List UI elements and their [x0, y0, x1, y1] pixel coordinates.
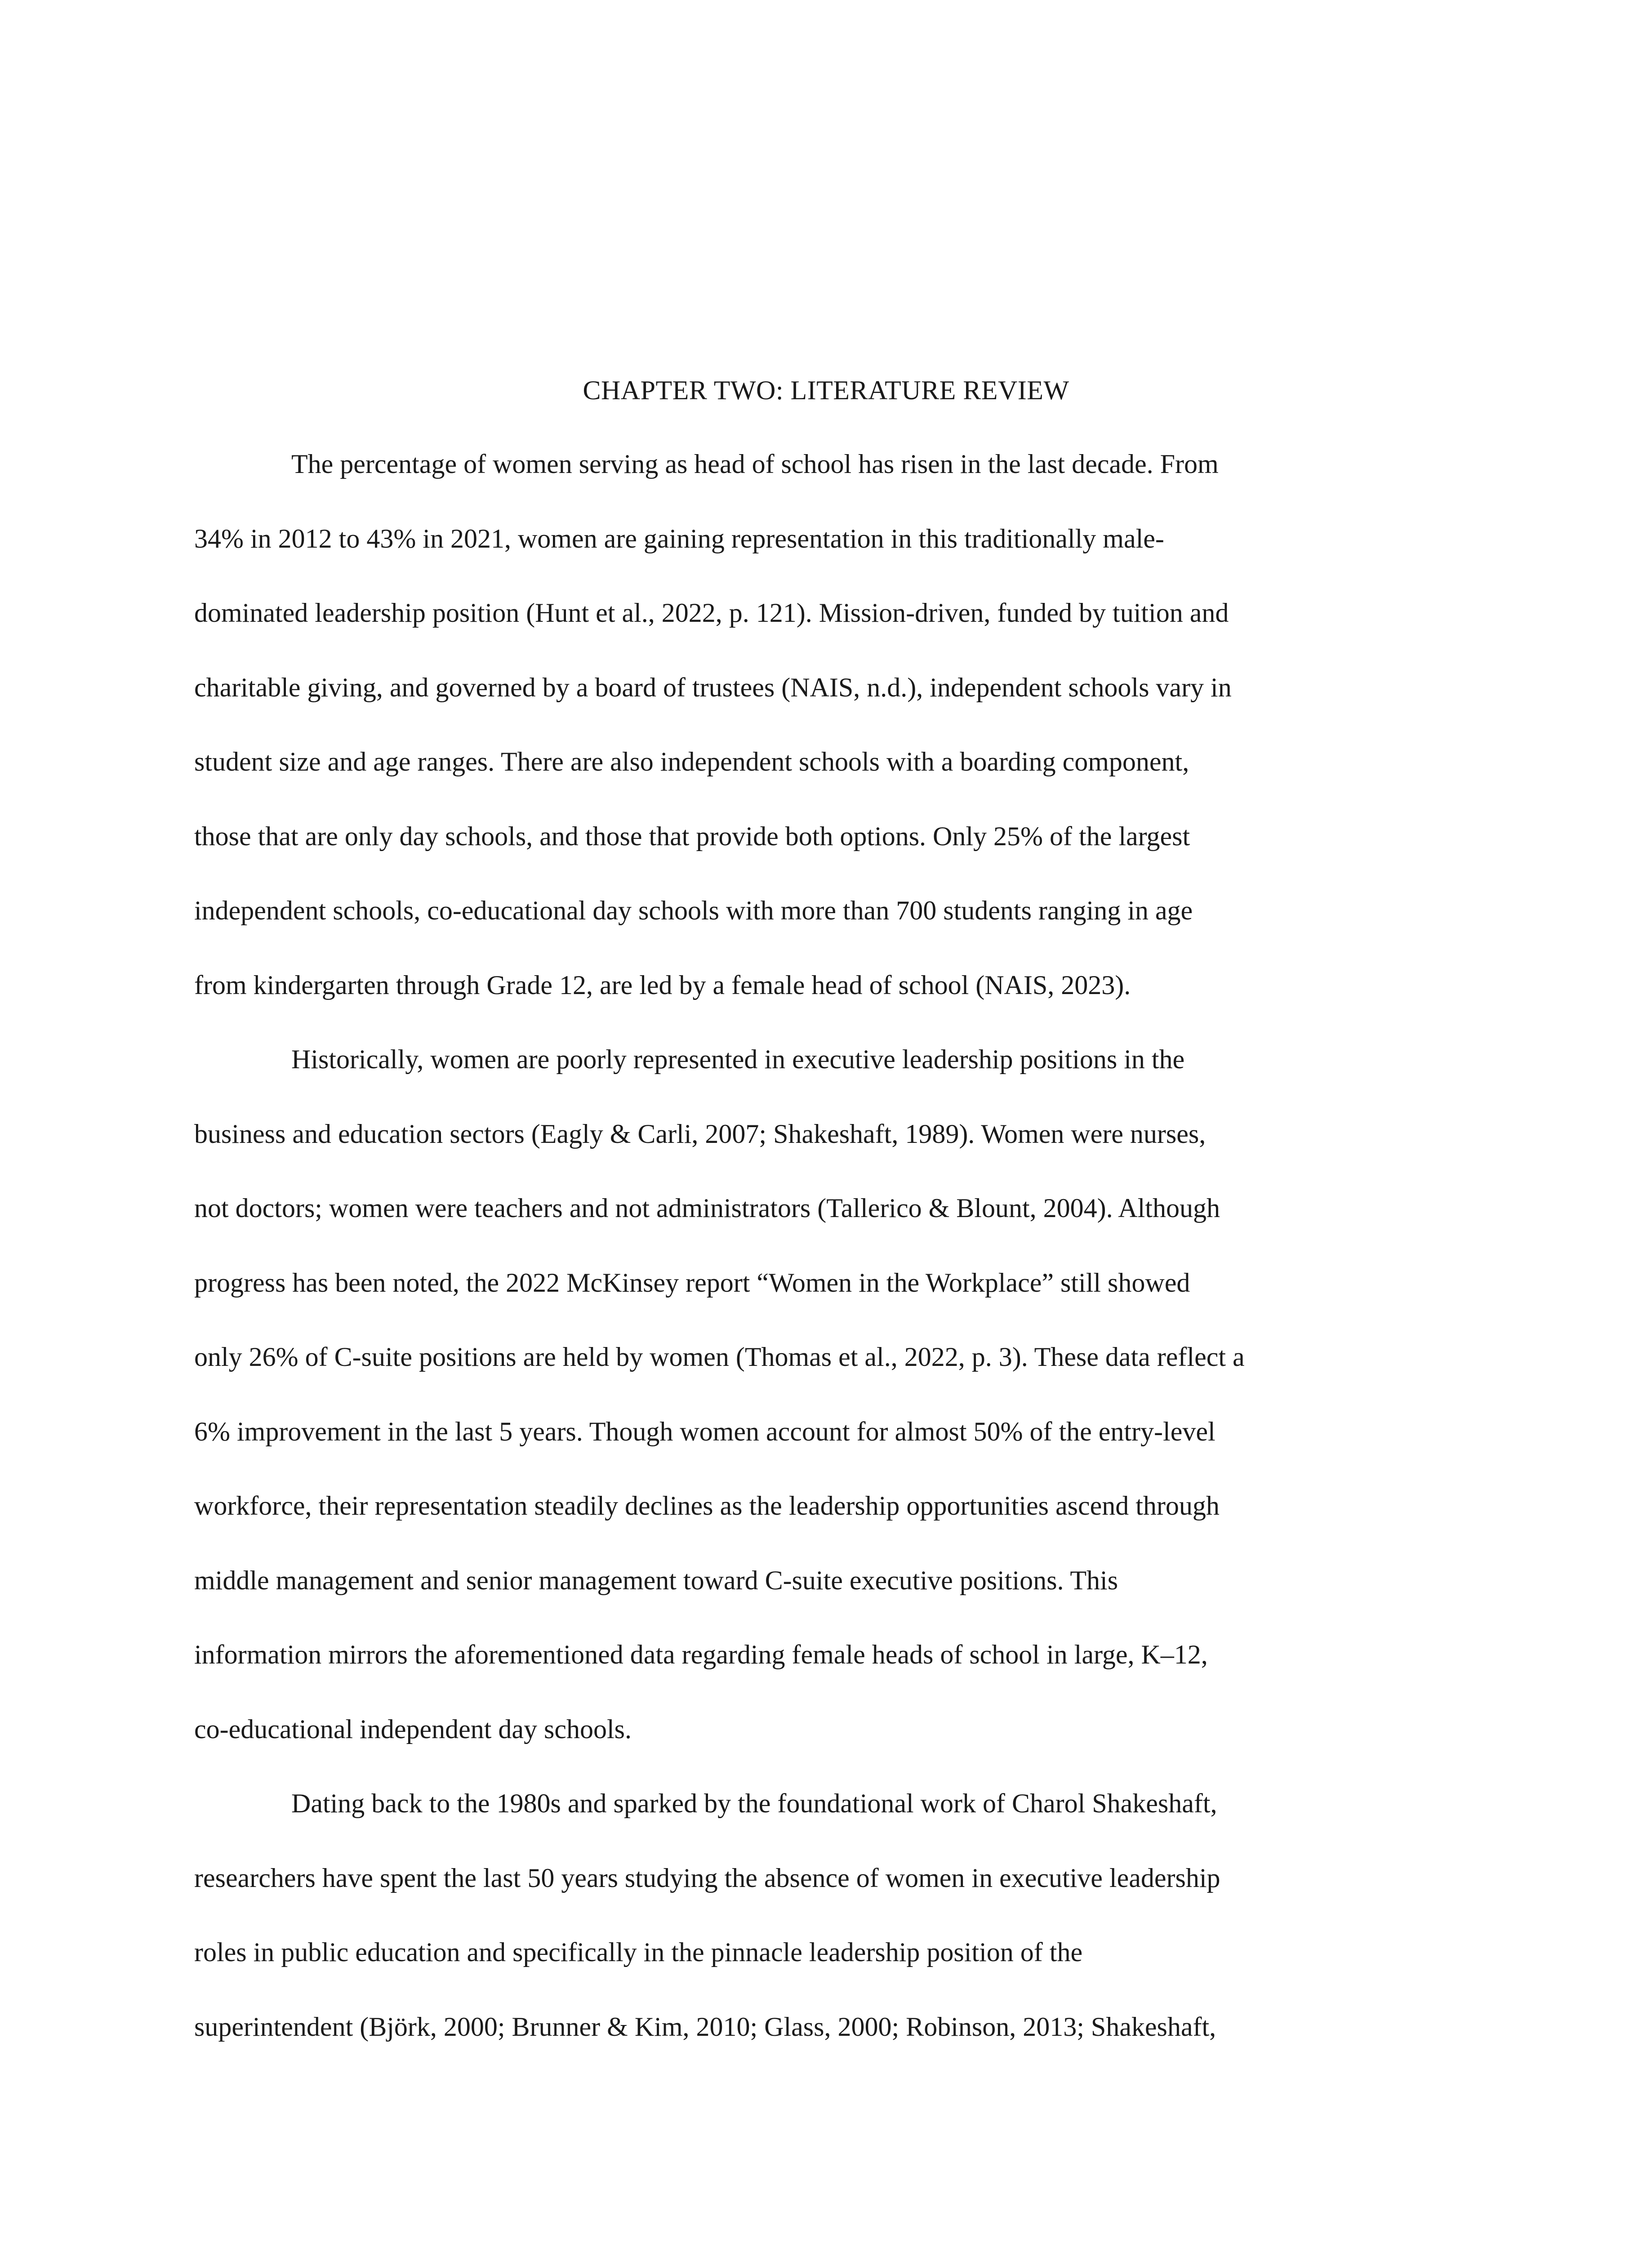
- text-line: researchers have spent the last 50 years studying the absence of women in executive leadership: [194, 1863, 1220, 1893]
- text-line: roles in public education and specifically in the pinnacle leadership position of the: [194, 1937, 1083, 1967]
- text-line: student size and age ranges. There are also independent schools with a boarding component,: [194, 747, 1189, 776]
- text-line: business and education sectors (Eagly & Carli, 2007; Shakeshaft, 1989). Women were nurses,: [194, 1119, 1206, 1149]
- text-line: information mirrors the aforementioned data regarding female heads of school in large, K–12,: [194, 1640, 1208, 1669]
- paragraph-first-line: Historically, women are poorly represented in executive leadership positions in the: [291, 1044, 1185, 1074]
- body-text: [194, 442, 1448, 2079]
- text-line: middle management and senior management toward C-suite executive positions. This: [194, 1565, 1118, 1595]
- text-line: 34% in 2012 to 43% in 2021, women are gaining representation in this traditionally male-: [194, 523, 1164, 553]
- text-line: progress has been noted, the 2022 McKinsey report “Women in the Workplace” still showed: [194, 1267, 1190, 1298]
- text-line: not doctors; women were teachers and not administrators (Tallerico & Blount, 2004). Although: [194, 1193, 1220, 1223]
- text-line: dominated leadership position (Hunt et al., 2022, p. 121). Mission-driven, funded by tuition and: [194, 598, 1229, 628]
- text-line: co-educational independent day schools.: [194, 1714, 632, 1744]
- paragraph-first-line: Dating back to the 1980s and sparked by the foundational work of Charol Shakeshaft,: [291, 1789, 1217, 1818]
- paragraph-first-line: The percentage of women serving as head of school has risen in the last decade. From: [291, 449, 1219, 479]
- text-line: from kindergarten through Grade 12, are led by a female head of school (NAIS, 2023).: [194, 970, 1131, 1000]
- text-line: independent schools, co-educational day schools with more than 700 students ranging in age: [194, 896, 1193, 925]
- text-line: 6% improvement in the last 5 years. Though women account for almost 50% of the entry-level: [194, 1416, 1216, 1446]
- text-line: workforce, their representation steadily declines as the leadership opportunities ascend through: [194, 1491, 1220, 1521]
- text-line: those that are only day schools, and those that provide both options. Only 25% of the largest: [194, 821, 1190, 851]
- text-line: only 26% of C-suite positions are held by women (Thomas et al., 2022, p. 3). These data reflect a: [194, 1342, 1245, 1372]
- text-line: charitable giving, and governed by a board of trustees (NAIS, n.d.), independent schools vary in: [194, 672, 1232, 702]
- text-line: superintendent (Björk, 2000; Brunner & Kim, 2010; Glass, 2000; Robinson, 2013; Shakeshaft,: [194, 2012, 1216, 2042]
- chapter-heading: CHAPTER TWO: LITERATURE REVIEW: [583, 375, 1069, 405]
